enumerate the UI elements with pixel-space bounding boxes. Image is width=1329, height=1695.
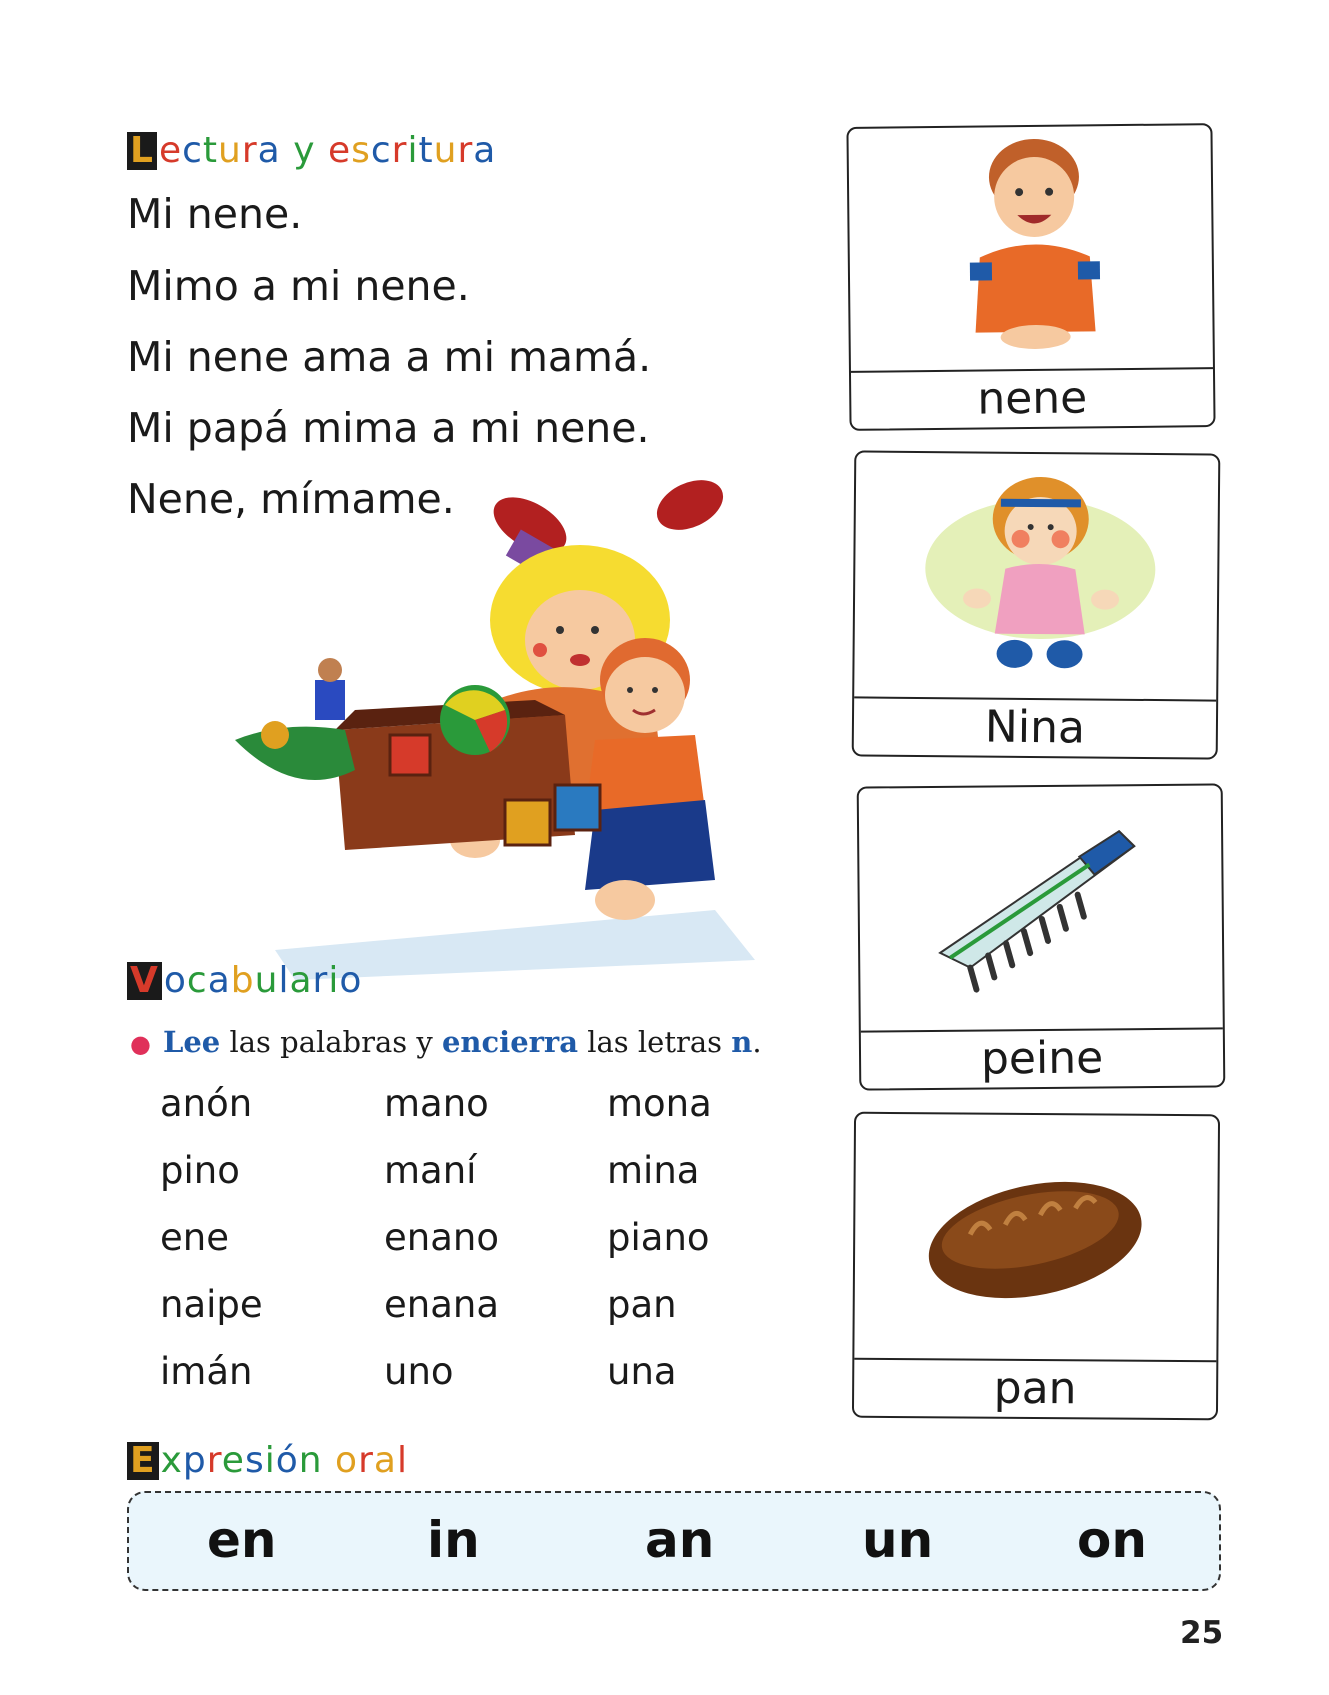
vocab-word: enano (384, 1216, 499, 1259)
title-initial: E (127, 1442, 159, 1480)
syllable: in (427, 1511, 480, 1569)
reading-line-3: Mi nene ama a mi mamá. (127, 333, 652, 381)
title-rest: ectura y escritura (158, 130, 497, 171)
reading-line-4: Mi papá mima a mi nene. (127, 404, 650, 452)
boy-icon (959, 136, 1111, 358)
card-caption: nene (851, 367, 1214, 429)
vocabulary-instruction (130, 1025, 762, 1059)
syllable: on (1077, 1511, 1147, 1569)
syllables-box (127, 1491, 1221, 1591)
instruction-text-1: las palabras y (220, 1025, 442, 1059)
page-number: 25 (1180, 1615, 1224, 1651)
vocab-word: mona (607, 1082, 712, 1125)
card-caption: peine (861, 1027, 1223, 1088)
doll-icon (914, 458, 1166, 690)
oral-section-title (127, 1440, 408, 1481)
keyword-n: n (731, 1025, 753, 1059)
reading-section-title (127, 130, 496, 171)
vocab-word: enana (384, 1283, 500, 1326)
title-initial: V (127, 962, 162, 1000)
vocab-word: naipe (160, 1283, 263, 1326)
instruction-text-3: . (752, 1025, 762, 1059)
instruction-text-2: las letras (578, 1025, 732, 1059)
syllable: an (645, 1511, 715, 1569)
card-caption: pan (854, 1358, 1216, 1419)
reading-line-1: Mi nene. (127, 190, 303, 238)
card-pan (852, 1112, 1220, 1421)
bullet-icon: ● (130, 1030, 151, 1058)
title-rest: ocabulario (163, 960, 363, 1001)
keyword-lee: Lee (162, 1025, 221, 1059)
comb-icon (929, 816, 1151, 998)
card-peine (857, 783, 1226, 1090)
reading-line-5: Nene, mímame. (127, 475, 455, 523)
vocab-word: ene (160, 1216, 229, 1259)
vocab-word: uno (384, 1350, 454, 1393)
syllable: un (862, 1511, 934, 1569)
vocabulary-section-title (127, 960, 362, 1001)
vocab-word: anón (160, 1082, 253, 1125)
syllable: en (207, 1511, 277, 1569)
vocab-word: una (607, 1350, 677, 1393)
vocab-word: mano (384, 1082, 489, 1125)
keyword-encierra: encierra (441, 1025, 578, 1059)
title-initial: L (127, 132, 157, 170)
reading-line-2: Mimo a mi nene. (127, 262, 470, 310)
bread-icon (920, 1159, 1151, 1311)
children-playing-illustration (235, 480, 765, 980)
vocab-word: mina (607, 1149, 700, 1192)
vocab-word: pino (160, 1149, 240, 1192)
card-nene (846, 123, 1215, 431)
card-caption: Nina (854, 696, 1216, 757)
vocab-word: maní (384, 1149, 477, 1192)
vocab-word: imán (160, 1350, 253, 1393)
title-rest: xpresión oral (160, 1440, 408, 1481)
card-nina (852, 450, 1221, 759)
vocab-word: pan (607, 1283, 677, 1326)
vocab-word: piano (607, 1216, 710, 1259)
